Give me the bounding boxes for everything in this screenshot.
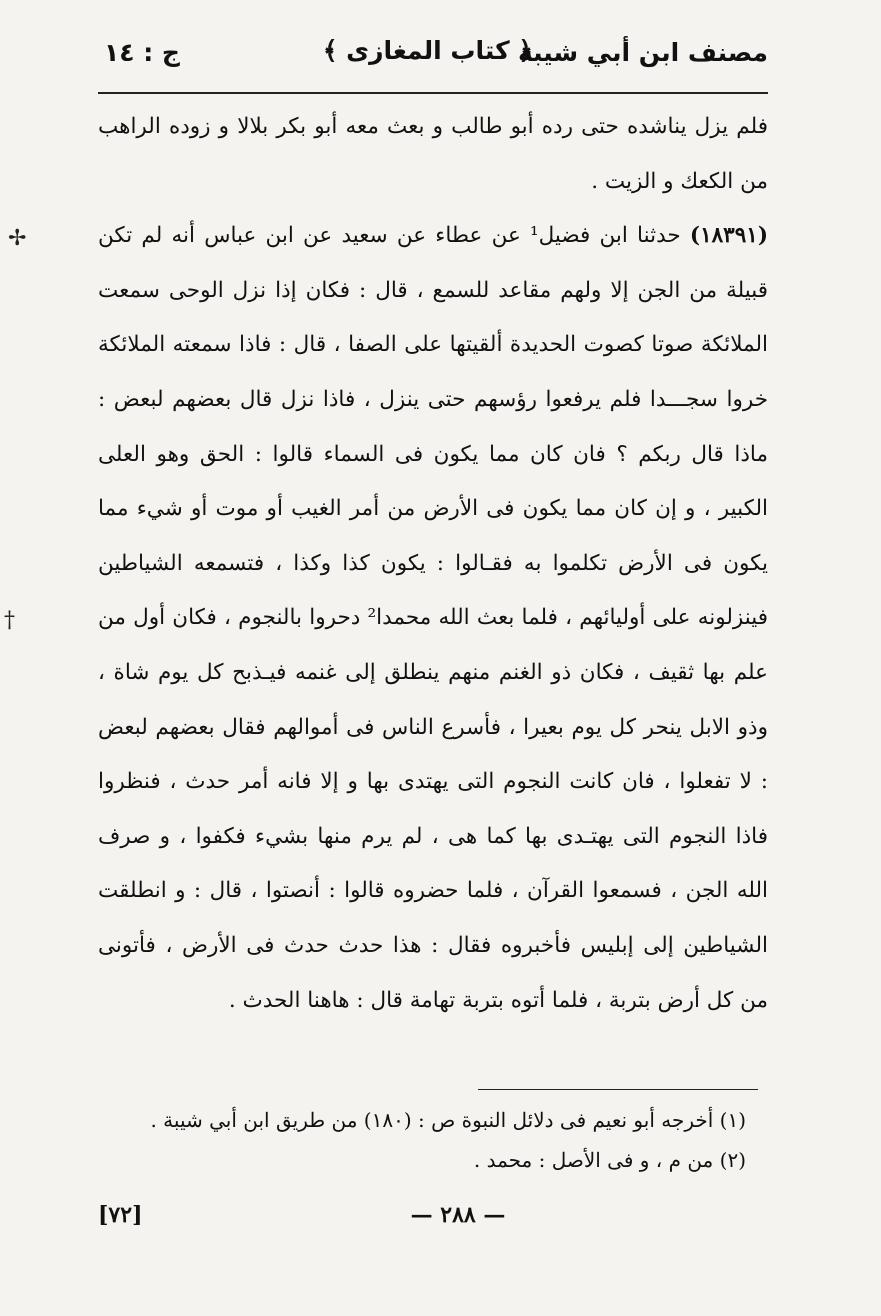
book-title: مصنف ابن أبي شيبة (517, 38, 768, 67)
footnotes (98, 1100, 768, 1180)
hadith-text: حدثنا ابن فضيل¹ عن عطاء عن سعيد عن ابن عباس أنه لم تكن قبيلة من الجن إلا ولهم مقاعد للسمع ، قال : فكان إذا نزل الوحى سمعت الملائكة صوتا كصوت الحديدة ألقيتها على الصفا ، قال : فاذا سمعته الملائكة خروا سجـــدا فلم يرفعوا رؤسهم حتى ينزل ، فاذا نزل قال بعضهم لبعض : ماذا قال ربكم ؟ فان كان مما يكون فى السماء قالوا : الحق وهو العلى الكبير ، و إن كان مما يكون فى الأرض من أمر الغيب أو موت أو شيء مما يكون فى الأرض تكلموا به فقـالوا : يكون كذا وكذا ، فتسمعه الشياطين فينزلونه على أوليائهم ، فلما بعث الله محمدا² دحروا بالنجوم ، فكان أول من علم بها ثقيف ، فكان ذو الغنم منهم ينطلق إلى غنمه فيـذبح كل يوم شاة ، وذو الابل ينحر كل يوم بعيرا ، فأسرع الناس فى أموالهم فقال بعضهم لبعض : لا تفعلوا ، فان كانت النجوم التى يهتدى بها و إلا فانه أمر حدث ، فنظروا فاذا النجوم التى يهتـدى بها كما هى ، لم يرم منها بشيء فكفوا ، و صرف الله الجن ، فسمعوا القرآن ، فلما حضروه قالوا : أنصتوا ، قال : و انطلقت الشياطين إلى إبليس فأخبروه فقال : هذا حدث حدث فى الأرض ، فأتونى من كل أرض بتربة ، فلما أتوه بتربة تهامة قال : هاهنا الحدث . (98, 223, 768, 1013)
volume-number: ج : ١٤ (104, 38, 180, 67)
page-number: — ٢٨٨ — (410, 1202, 506, 1228)
volume-page-reference: [٧٢] (98, 1202, 143, 1228)
page-header (98, 28, 768, 88)
cross-mark-icon: † (4, 608, 15, 633)
footnote-rule (478, 1089, 758, 1090)
chapter-title: ﴿ كتاب المغازى ﴾ (322, 36, 533, 65)
footnote-1: (١) أخرجه أبو نعيم فى دلائل النبوة ص : (١٨٠) من طريق ابن أبي شيبة . (150, 1108, 746, 1132)
star-mark-icon: ✢ (8, 226, 27, 251)
header-rule (98, 92, 768, 94)
page-footer (98, 1202, 768, 1242)
footnote-2: (٢) من م ، و فى الأصل : محمد . (473, 1148, 746, 1172)
hadith-number: (١٨٣٩١) (689, 223, 768, 249)
hadith-paragraph (98, 209, 768, 1028)
continuation-paragraph: فلم يزل يناشده حتى رده أبو طالب و بعث معه أبو بكر بلالا و زوده الراهب من الكعك و الزيت . (98, 114, 768, 194)
main-text (98, 100, 768, 1028)
